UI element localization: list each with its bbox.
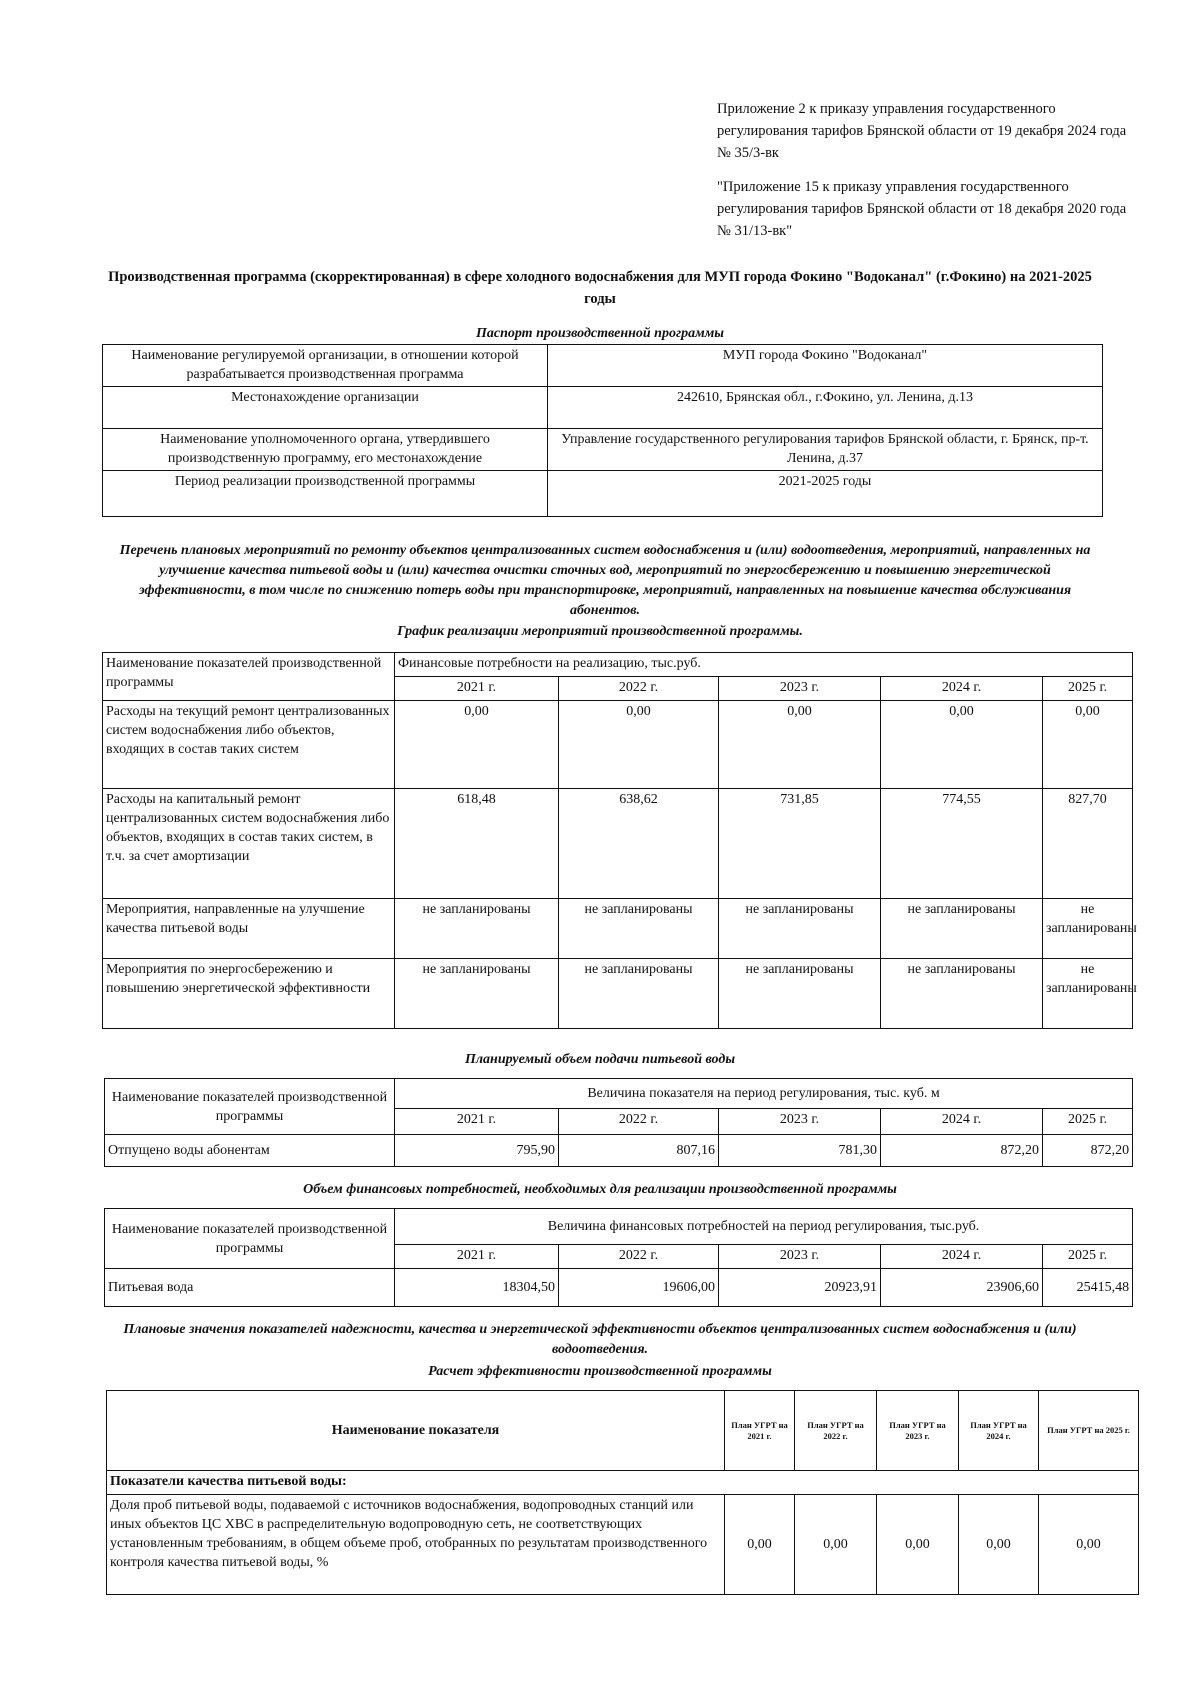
table-cell: 781,30 — [719, 1135, 881, 1167]
year-header: 2022 г. — [559, 1245, 719, 1269]
reliability-table — [106, 1390, 1139, 1595]
table-row — [105, 1135, 1133, 1167]
table-row — [105, 1269, 1133, 1307]
table-cell: 18304,50 — [395, 1269, 559, 1307]
table-cell: не запланированы — [719, 959, 881, 1029]
table-row — [103, 429, 1103, 471]
table-cell: не запланированы — [881, 899, 1043, 959]
year-header: 2025 г. — [1043, 1109, 1133, 1135]
table-row — [107, 1495, 1139, 1595]
table-row — [103, 899, 1133, 959]
header-label: Наименование показателей производственной программы — [105, 1209, 395, 1269]
table-cell: 807,16 — [559, 1135, 719, 1167]
year-header: 2023 г. — [719, 677, 881, 701]
table-cell: 0,00 — [959, 1495, 1039, 1595]
measures-subcaption: График реализации мероприятий производственной программы. — [397, 624, 803, 639]
table-cell: 872,20 — [1043, 1135, 1133, 1167]
year-header: 2025 г. — [1043, 1245, 1133, 1269]
plan-header: План УГРТ на 2022 г. — [795, 1391, 877, 1471]
reliability-subcaption: Расчет эффективности производственной программы — [428, 1364, 772, 1379]
measures-caption: Перечень плановых мероприятий по ремонту объектов централизованных систем водоснабжения и (или) водоотведения, мероприятий, направленных на улучшение качества питьевой воды и (или) качества очистки сточных вод, мероприятий по энергосбережению и повышению энергетической эффективности, в том числе по снижению потерь воды при транспортировке, мероприятий, направленных на повышение качества обслуживания абонентов. — [119, 543, 1091, 618]
table-cell: 0,00 — [795, 1495, 877, 1595]
table-row — [107, 1471, 1139, 1495]
table-cell: 638,62 — [559, 789, 719, 899]
passport-label: Наименование уполномоченного органа, утвердившего производственную программу, его местонахождение — [103, 429, 548, 471]
plan-header: План УГРТ на 2023 г. — [877, 1391, 959, 1471]
table-cell: не запланированы — [395, 899, 559, 959]
finance-table — [104, 1208, 1133, 1307]
table-cell: 872,20 — [881, 1135, 1043, 1167]
passport-label: Период реализации производственной программы — [103, 471, 548, 517]
table-cell: 774,55 — [881, 789, 1043, 899]
table-cell: 19606,00 — [559, 1269, 719, 1307]
document-title: Производственная программа (скорректированная) в сфере холодного водоснабжения для МУП города Фокино "Водоканал" (г.Фокино) на 2021-2025 годы — [108, 269, 1092, 307]
table-cell: не запланированы — [395, 959, 559, 1029]
table-cell: 20923,91 — [719, 1269, 881, 1307]
header-label: Наименование показателей производственной программы — [105, 1079, 395, 1135]
table-cell: 827,70 — [1043, 789, 1133, 899]
volume-caption: Планируемый объем подачи питьевой воды — [464, 1052, 736, 1067]
table-cell: 0,00 — [719, 701, 881, 789]
passport-table — [102, 344, 1103, 517]
group-label: Показатели качества питьевой воды: — [107, 1471, 1139, 1495]
year-header: 2022 г. — [559, 1109, 719, 1135]
passport-value: 242610, Брянская обл., г.Фокино, ул. Ленина, д.13 — [548, 387, 1103, 429]
year-header: 2021 г. — [395, 1245, 559, 1269]
table-cell: 0,00 — [1039, 1495, 1139, 1595]
table-cell: 25415,48 — [1043, 1269, 1133, 1307]
table-row — [103, 345, 1103, 387]
table-cell: 795,90 — [395, 1135, 559, 1167]
volume-table — [104, 1078, 1133, 1167]
passport-value: Управление государственного регулирования тарифов Брянской области, г. Брянск, пр-т. Ленина, д.37 — [548, 429, 1103, 471]
table-cell: 0,00 — [877, 1495, 959, 1595]
table-row — [103, 387, 1103, 429]
table-cell: 0,00 — [395, 701, 559, 789]
table-cell: не запланированы — [559, 959, 719, 1029]
finance-caption: Объем финансовых потребностей, необходимых для реализации производственной программы — [303, 1182, 897, 1197]
passport-value: 2021-2025 годы — [548, 471, 1103, 517]
appendix-note — [717, 98, 1137, 242]
year-header: 2023 г. — [719, 1109, 881, 1135]
measures-table — [102, 652, 1137, 1029]
plan-header: План УГРТ на 2024 г. — [959, 1391, 1039, 1471]
table-row — [105, 1209, 1133, 1245]
year-header: 2024 г. — [881, 1109, 1043, 1135]
table-cell: не запланированы — [1043, 899, 1133, 959]
appendix-line-1: Приложение 2 к приказу управления государственного регулирования тарифов Брянской области от 19 декабря 2024 года № 35/3-вк — [717, 101, 1127, 161]
table-row — [103, 701, 1133, 789]
reliability-caption: Плановые значения показателей надежности, качества и энергетической эффективности объектов централизованных систем водоснабжения и (или) водоотведения. — [123, 1322, 1077, 1357]
table-cell: 0,00 — [559, 701, 719, 789]
year-header: 2021 г. — [395, 1109, 559, 1135]
year-header: 2024 г. — [881, 1245, 1043, 1269]
passport-caption: Паспорт производственной программы — [475, 326, 725, 341]
passport-value: МУП города Фокино "Водоканал" — [548, 345, 1103, 387]
table-row — [103, 653, 1133, 677]
header-group: Величина финансовых потребностей на период регулирования, тыс.руб. — [395, 1209, 1133, 1245]
table-cell: 731,85 — [719, 789, 881, 899]
table-cell: не запланированы — [559, 899, 719, 959]
row-label: Отпущено воды абонентам — [105, 1135, 395, 1167]
row-label: Питьевая вода — [105, 1269, 395, 1307]
table-cell: не запланированы — [881, 959, 1043, 1029]
table-row — [103, 789, 1133, 899]
year-header: 2021 г. — [395, 677, 559, 701]
table-cell: не запланированы — [719, 899, 881, 959]
table-cell: 0,00 — [725, 1495, 795, 1595]
row-label: Расходы на текущий ремонт централизованных систем водоснабжения либо объектов, входящих в состав таких систем — [103, 701, 395, 789]
table-cell: 23906,60 — [881, 1269, 1043, 1307]
header-label: Наименование показателя — [107, 1391, 725, 1471]
table-cell: не запланированы — [1043, 959, 1133, 1029]
year-header: 2025 г. — [1043, 677, 1133, 701]
row-label: Мероприятия, направленные на улучшение качества питьевой воды — [103, 899, 395, 959]
table-row — [105, 1079, 1133, 1109]
row-label: Расходы на капитальный ремонт централизованных систем водоснабжения либо объектов, входящих в состав таких систем, в т.ч. за счет амортизации — [103, 789, 395, 899]
table-row — [107, 1391, 1139, 1471]
passport-label: Местонахождение организации — [103, 387, 548, 429]
year-header: 2022 г. — [559, 677, 719, 701]
passport-label: Наименование регулируемой организации, в отношении которой разрабатывается производственная программа — [103, 345, 548, 387]
year-header: 2023 г. — [719, 1245, 881, 1269]
appendix-line-2: "Приложение 15 к приказу управления государственного регулирования тарифов Брянской области от 18 декабря 2020 года № 31/13-вк" — [717, 179, 1127, 239]
header-group: Величина показателя на период регулирования, тыс. куб. м — [395, 1079, 1133, 1109]
table-row — [103, 471, 1103, 517]
plan-header: План УГРТ на 2025 г. — [1039, 1391, 1139, 1471]
table-cell: 0,00 — [1043, 701, 1133, 789]
plan-header: План УГРТ на 2021 г. — [725, 1391, 795, 1471]
table-cell: 0,00 — [881, 701, 1043, 789]
header-group: Финансовые потребности на реализацию, тыс.руб. — [395, 653, 1133, 677]
row-label: Доля проб питьевой воды, подаваемой с источников водоснабжения, водопроводных станций или иных объектов ЦС ХВС в распределительную водопроводную сеть, не соответствующих установленным требованиям, в общем объеме проб, отобранных по результатам производственного контроля качества питьевой воды, % — [107, 1495, 725, 1595]
table-row — [103, 959, 1133, 1029]
table-cell: 618,48 — [395, 789, 559, 899]
row-label: Мероприятия по энергосбережению и повышению энергетической эффективности — [103, 959, 395, 1029]
header-label: Наименование показателей производственной программы — [103, 653, 395, 701]
year-header: 2024 г. — [881, 677, 1043, 701]
